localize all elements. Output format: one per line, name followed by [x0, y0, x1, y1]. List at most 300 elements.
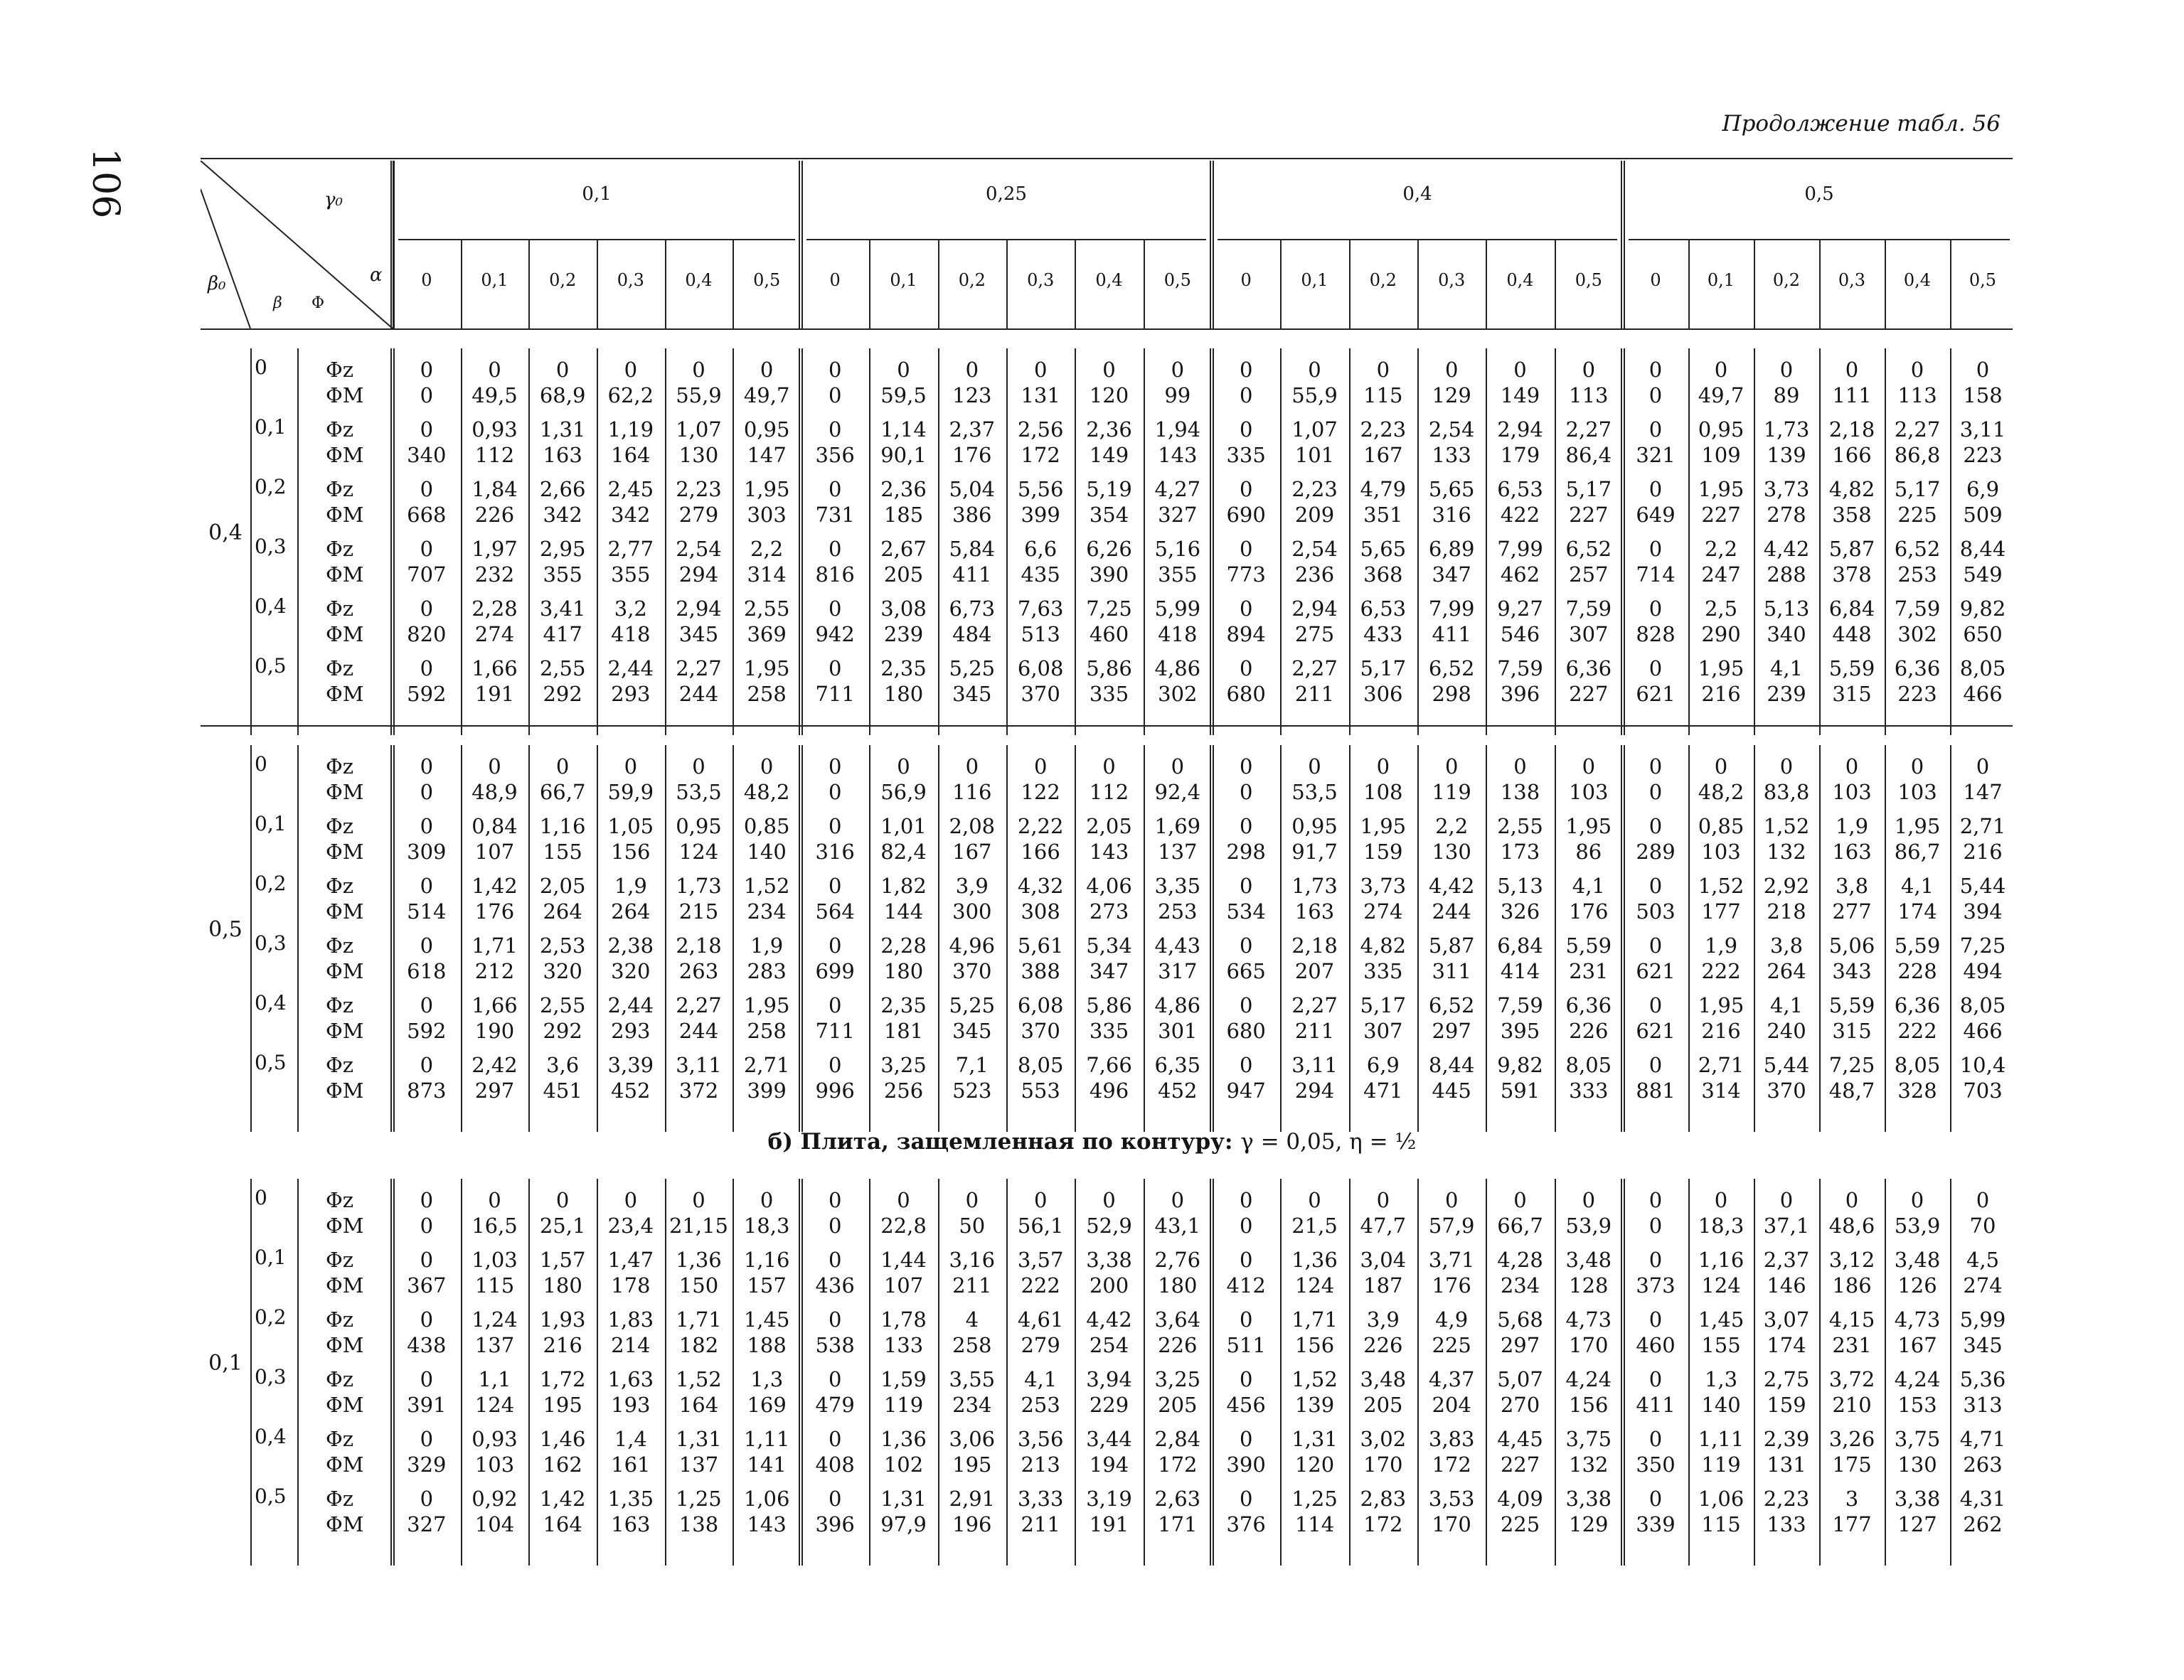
phi-z-cell: 0,95: [1698, 417, 1744, 442]
phi-m-cell: 340: [407, 443, 447, 467]
phi-m-cell: 226: [474, 503, 515, 527]
beta0-value: 0,1: [208, 1351, 243, 1376]
phi-z-cell: 2,27: [1894, 417, 1941, 442]
phi-z-cell: 6,84: [1828, 596, 1875, 621]
phi-m-cell: 48,9: [472, 780, 518, 804]
phi-m-cell: 191: [474, 682, 515, 706]
phi-z-cell: 0: [1648, 596, 1663, 621]
phi-m-cell: 258: [952, 1333, 992, 1357]
phi-m-cell: 143: [1158, 443, 1198, 467]
alpha-value: 0,4: [1095, 270, 1123, 290]
phi-z-cell: 4,06: [1086, 874, 1132, 898]
phi-m-cell: 66,7: [539, 780, 586, 804]
phi-m-cell: 942: [815, 622, 855, 646]
phi-z-cell: 0: [1648, 1367, 1663, 1391]
beta-value: 0,1: [255, 415, 287, 439]
phi-m-cell: 86,8: [1894, 443, 1941, 467]
phi-m-cell: 288: [1767, 562, 1806, 587]
phi-m-cell: 279: [678, 503, 719, 527]
phi-z-cell: 3,8: [1835, 874, 1869, 898]
phi-z-cell: 6,35: [1154, 1053, 1201, 1077]
phi-z-cell: 0: [420, 1427, 434, 1451]
phi-z-cell: 3,9: [955, 874, 989, 898]
phi-z-cell: 5,87: [1828, 537, 1875, 561]
phi-m-cell: 55,9: [676, 383, 722, 407]
phi-z-cell: 5,04: [949, 477, 996, 501]
phi-z-cell: 0: [624, 754, 638, 779]
phi-z-cell: 1,35: [607, 1487, 654, 1511]
phi-z-cell: 7,59: [1497, 656, 1543, 680]
phi-m-cell: 133: [1767, 1512, 1806, 1536]
phi-z-cell: 2,56: [1017, 417, 1064, 442]
phi-z-cell: 0: [1239, 1307, 1253, 1332]
phi-m-cell: 316: [1432, 503, 1471, 527]
phi-m-cell: 283: [747, 959, 787, 983]
phi-z-cell: 2,18: [676, 933, 722, 958]
phi-m-cell: 411: [1636, 1393, 1676, 1417]
phi-z-cell: 2,39: [1763, 1427, 1810, 1451]
phi-z-cell: 0: [420, 656, 434, 680]
phi-m-cell: 193: [611, 1393, 651, 1417]
phi-z-cell: 5,44: [1763, 1053, 1810, 1077]
alpha-divider: [528, 240, 530, 328]
phi-z-cell: 0: [965, 358, 979, 382]
phi-z-cell: 0: [420, 1487, 434, 1511]
phi-m-cell: 55,9: [1291, 383, 1338, 407]
phi-m-cell: 329: [407, 1452, 447, 1477]
phi-z-cell: 3,73: [1763, 477, 1810, 501]
phi-z-cell: 1,4: [614, 1427, 647, 1451]
phi-m-cell: 163: [543, 443, 582, 467]
phi-m-cell: 107: [474, 840, 515, 864]
phi-m-cell: 216: [543, 1333, 582, 1357]
phi-m-label: ΦM: [326, 959, 364, 983]
phi-z-cell: 2,71: [1698, 1053, 1744, 1077]
phi-m-cell: 229: [1089, 1393, 1129, 1417]
phi-z-cell: 1,03: [472, 1248, 518, 1272]
alpha-value: 0,5: [753, 270, 781, 290]
alpha-divider: [461, 240, 462, 328]
phi-m-cell: 309: [407, 840, 447, 864]
phi-m-cell: 0: [420, 383, 434, 407]
phi-z-label: Φz: [326, 537, 354, 561]
phi-z-cell: 0: [1648, 874, 1663, 898]
phi-m-cell: 680: [1226, 1019, 1266, 1043]
phi-z-cell: 1,82: [880, 874, 927, 898]
phi-z-cell: 0: [897, 358, 910, 382]
phi-m-cell: 293: [611, 682, 651, 706]
phi-m-cell: 0: [1648, 383, 1663, 407]
phi-z-cell: 5,65: [1360, 537, 1407, 561]
phi-z-cell: 0: [1582, 1188, 1596, 1212]
alpha-divider: [1688, 240, 1690, 328]
phi-z-cell: 3,75: [1894, 1427, 1941, 1451]
phi-z-cell: 4,5: [1966, 1248, 2000, 1272]
phi-z-cell: 0: [965, 1188, 979, 1212]
phi-m-cell: 452: [1158, 1079, 1198, 1103]
phi-m-cell: 435: [1021, 562, 1060, 587]
phi-z-cell: 0: [1239, 477, 1253, 501]
phi-m-cell: 274: [1363, 899, 1403, 924]
phi-m-cell: 205: [1363, 1393, 1403, 1417]
phi-m-cell: 369: [747, 622, 787, 646]
phi-z-cell: 0: [1239, 1427, 1253, 1451]
phi-m-cell: 253: [1021, 1393, 1060, 1417]
phi-m-cell: 264: [1767, 959, 1806, 983]
phi-m-cell: 302: [1897, 622, 1937, 646]
phi-z-cell: 0: [1239, 656, 1253, 680]
phi-m-cell: 509: [1963, 503, 2003, 527]
phi-z-cell: 0: [828, 993, 842, 1017]
phi-m-cell: 417: [543, 622, 582, 646]
phi-z-cell: 5,61: [1017, 933, 1064, 958]
phi-m-cell: 181: [883, 1019, 924, 1043]
alpha-value: 0,2: [549, 270, 577, 290]
phi-z-cell: 0: [420, 358, 434, 382]
phi-m-cell: 49,5: [472, 383, 518, 407]
phi-z-cell: 2,08: [949, 814, 996, 838]
phi-m-cell: 187: [1363, 1273, 1403, 1298]
beta-value: 0: [255, 1186, 267, 1209]
phi-z-cell: 5,17: [1360, 993, 1407, 1017]
phi-m-cell: 86,7: [1894, 840, 1941, 864]
phi-m-cell: 111: [1832, 383, 1872, 407]
phi-z-cell: 3,25: [880, 1053, 927, 1077]
phi-m-cell: 102: [883, 1452, 924, 1477]
phi-m-cell: 289: [1636, 840, 1676, 864]
phi-z-cell: 3,48: [1894, 1248, 1941, 1272]
phi-z-cell: 7,25: [1959, 933, 2006, 958]
phi-m-cell: 120: [1294, 1452, 1335, 1477]
phi-m-cell: 86: [1575, 840, 1602, 864]
phi-m-cell: 345: [952, 682, 992, 706]
beta-value: 0,5: [255, 1484, 287, 1508]
phi-z-cell: 0: [760, 754, 774, 779]
beta-value: 0,1: [255, 812, 287, 835]
phi-m-cell: 180: [543, 1273, 582, 1298]
alpha-value: 0,1: [481, 270, 508, 290]
phi-z-cell: 1,94: [1154, 417, 1201, 442]
alpha-divider: [1486, 240, 1487, 328]
phi-z-cell: 0: [1239, 1367, 1253, 1391]
phi-z-cell: 0: [828, 814, 842, 838]
phi-m-cell: 665: [1226, 959, 1266, 983]
alpha-divider: [869, 240, 870, 328]
phi-z-cell: 0: [1910, 1188, 1924, 1212]
phi-m-cell: 133: [1432, 443, 1471, 467]
phi-z-cell: 2,83: [1360, 1487, 1407, 1511]
phi-m-cell: 314: [1701, 1079, 1741, 1103]
phi-m-cell: 773: [1226, 562, 1266, 587]
phi-z-cell: 3,07: [1763, 1307, 1810, 1332]
phi-z-cell: 0: [1976, 1188, 1990, 1212]
phi-z-cell: 0,84: [472, 814, 518, 838]
phi-m-cell: 326: [1500, 899, 1540, 924]
phi-m-cell: 101: [1294, 443, 1335, 467]
phi-z-cell: 3,38: [1894, 1487, 1941, 1511]
alpha-value: 0,5: [1163, 270, 1191, 290]
phi-z-cell: 1,07: [1291, 417, 1338, 442]
phi-z-cell: 1,95: [743, 993, 790, 1017]
phi-z-cell: 0: [760, 358, 774, 382]
phi-m-cell: 144: [883, 899, 924, 924]
phi-z-cell: 0: [965, 754, 979, 779]
phi-m-cell: 466: [1963, 682, 2003, 706]
phi-m-cell: 227: [1500, 1452, 1540, 1477]
phi-m-cell: 210: [1832, 1393, 1872, 1417]
phi-z-label: Φz: [326, 1248, 354, 1272]
phi-z-cell: 0: [828, 933, 842, 958]
phi-m-cell: 200: [1089, 1273, 1129, 1298]
phi-z-cell: 7,1: [955, 1053, 989, 1077]
alpha-value: 0: [421, 270, 432, 290]
phi-m-cell: 108: [1363, 780, 1403, 804]
beta-label: β: [273, 294, 282, 312]
phi-z-cell: 0,95: [743, 417, 790, 442]
phi-m-cell: 327: [1158, 503, 1198, 527]
phi-m-cell: 83,8: [1763, 780, 1810, 804]
phi-m-cell: 244: [678, 682, 719, 706]
phi-z-cell: 0: [555, 358, 570, 382]
phi-m-cell: 227: [1701, 503, 1741, 527]
phi-z-cell: 4,1: [1024, 1367, 1058, 1391]
phi-m-cell: 146: [1767, 1273, 1806, 1298]
phi-m-cell: 126: [1897, 1273, 1937, 1298]
phi-m-cell: 188: [747, 1333, 787, 1357]
phi-z-cell: 0: [1648, 933, 1663, 958]
phi-z-cell: 1,44: [880, 1248, 927, 1272]
phi-z-cell: 6,89: [1428, 537, 1475, 561]
phi-m-cell: 328: [1897, 1079, 1937, 1103]
phi-z-cell: 1,9: [614, 874, 647, 898]
phi-m-cell: 226: [1363, 1333, 1403, 1357]
phi-z-cell: 0: [1845, 358, 1859, 382]
phi-m-cell: 225: [1897, 503, 1937, 527]
phi-z-cell: 5,17: [1360, 656, 1407, 680]
phi-z-cell: 0,85: [743, 814, 790, 838]
phi-z-cell: 2,2: [750, 537, 784, 561]
phi-z-cell: 0: [420, 417, 434, 442]
phi-m-cell: 462: [1500, 562, 1540, 587]
phi-z-cell: 4,42: [1763, 537, 1810, 561]
phi-z-cell: 6,6: [1024, 537, 1058, 561]
phi-z-cell: 0: [828, 1307, 842, 1332]
phi-z-cell: 0: [420, 754, 434, 779]
phi-m-cell: 232: [474, 562, 515, 587]
phi-m-cell: 496: [1089, 1079, 1129, 1103]
phi-m-cell: 147: [747, 443, 787, 467]
phi-z-cell: 0: [828, 596, 842, 621]
phi-z-cell: 1,36: [676, 1248, 722, 1272]
phi-m-cell: 216: [1701, 682, 1741, 706]
phi-z-cell: 0: [1239, 1053, 1253, 1077]
phi-z-cell: 2,54: [1428, 417, 1475, 442]
phi-z-cell: 5,84: [949, 537, 996, 561]
beta-value: 0,2: [255, 872, 287, 895]
phi-m-cell: 68,9: [539, 383, 586, 407]
alpha-divider: [1280, 240, 1282, 328]
phi-z-cell: 1,1: [478, 1367, 511, 1391]
phi-z-cell: 3,11: [1959, 417, 2006, 442]
phi-m-cell: 314: [747, 562, 787, 587]
phi-m-cell: 479: [815, 1393, 855, 1417]
phi-z-cell: 0: [488, 1188, 501, 1212]
phi-z-cell: 7,59: [1497, 993, 1543, 1017]
phi-z-cell: 0: [1779, 754, 1794, 779]
phi-z-cell: 5,44: [1959, 874, 2006, 898]
phi-m-cell: 211: [952, 1273, 992, 1298]
phi-m-cell: 239: [1767, 682, 1806, 706]
phi-m-label: ΦM: [326, 622, 364, 646]
phi-m-cell: 103: [1832, 780, 1872, 804]
phi-z-label: Φz: [326, 656, 354, 680]
phi-m-cell: 714: [1636, 562, 1676, 587]
phi-z-cell: 1,36: [1291, 1248, 1338, 1272]
phi-z-cell: 5,17: [1565, 477, 1612, 501]
phi-z-cell: 0: [1102, 1188, 1116, 1212]
phi-m-cell: 894: [1226, 622, 1266, 646]
phi-m-cell: 292: [543, 682, 582, 706]
phi-z-cell: 0: [897, 1188, 910, 1212]
phi-m-cell: 370: [952, 959, 992, 983]
phi-m-cell: 320: [543, 959, 582, 983]
phi-m-cell: 315: [1832, 682, 1872, 706]
phi-z-cell: 0,95: [676, 814, 722, 838]
phi-m-cell: 873: [407, 1079, 447, 1103]
phi-z-cell: 0: [1102, 754, 1116, 779]
phi-m-cell: 298: [1226, 840, 1266, 864]
phi-z-cell: 1,52: [1763, 814, 1810, 838]
phi-z-cell: 6,08: [1017, 993, 1064, 1017]
phi-m-cell: 307: [1569, 622, 1609, 646]
phi-m-cell: 23,4: [607, 1214, 654, 1238]
phi-m-cell: 388: [1021, 959, 1060, 983]
phi-m-cell: 278: [1767, 503, 1806, 527]
phi-m-cell: 253: [1158, 899, 1198, 924]
phi-z-cell: 1,59: [880, 1367, 927, 1391]
phi-m-cell: 130: [678, 443, 719, 467]
phi-m-cell: 445: [1432, 1079, 1471, 1103]
phi-label: Φ: [311, 294, 325, 312]
phi-z-cell: 9,82: [1959, 596, 2006, 621]
phi-z-cell: 8,44: [1959, 537, 2006, 561]
phi-z-cell: 0: [1582, 754, 1596, 779]
beta-value: 0,5: [255, 654, 287, 678]
phi-m-cell: 120: [1089, 383, 1129, 407]
phi-z-cell: 4,45: [1497, 1427, 1543, 1451]
phi-z-cell: 2,2: [1704, 537, 1738, 561]
phi-m-cell: 155: [1701, 1333, 1741, 1357]
phi-m-cell: 621: [1636, 1019, 1676, 1043]
phi-m-cell: 212: [474, 959, 515, 983]
phi-m-cell: 225: [1432, 1333, 1471, 1357]
phi-m-cell: 422: [1500, 503, 1540, 527]
phi-m-cell: 391: [407, 1393, 447, 1417]
beta0-value: 0,4: [208, 520, 243, 545]
alpha-value: 0,3: [617, 270, 644, 290]
phi-z-cell: 0,95: [1291, 814, 1338, 838]
phi-m-cell: 225: [1500, 1512, 1540, 1536]
phi-z-cell: 0: [1033, 358, 1048, 382]
phi-z-cell: 5,13: [1763, 596, 1810, 621]
phi-z-cell: 5,36: [1959, 1367, 2006, 1391]
alpha-label: α: [370, 264, 383, 286]
phi-m-cell: 49,7: [1698, 383, 1744, 407]
phi-z-cell: 4,73: [1565, 1307, 1612, 1332]
phi-z-cell: 0: [1171, 358, 1185, 382]
phi-m-cell: 345: [1963, 1333, 2003, 1357]
section-caption: [0, 1129, 2184, 1155]
phi-m-cell: 213: [1021, 1452, 1060, 1477]
phi-m-cell: 0: [828, 780, 842, 804]
phi-z-cell: 6,73: [949, 596, 996, 621]
phi-m-cell: 247: [1701, 562, 1741, 587]
phi-m-cell: 0: [1239, 383, 1253, 407]
phi-z-cell: 2,23: [1360, 417, 1407, 442]
phi-z-cell: 1,69: [1154, 814, 1201, 838]
phi-z-cell: 1,01: [880, 814, 927, 838]
phi-z-cell: 2,22: [1017, 814, 1064, 838]
phi-z-cell: 4,28: [1497, 1248, 1543, 1272]
phi-m-cell: 174: [1767, 1333, 1806, 1357]
alpha-divider: [733, 240, 734, 328]
phi-z-cell: 0: [555, 1188, 570, 1212]
phi-z-cell: 0: [624, 358, 638, 382]
phi-m-cell: 707: [407, 562, 447, 587]
phi-z-cell: 1,11: [743, 1427, 790, 1451]
phi-z-cell: 4,61: [1017, 1307, 1064, 1332]
phi-m-cell: 53,9: [1565, 1214, 1612, 1238]
phi-z-cell: 4,42: [1428, 874, 1475, 898]
phi-z-cell: 4,71: [1959, 1427, 2006, 1451]
phi-m-cell: 316: [815, 840, 855, 864]
phi-m-cell: 303: [747, 503, 787, 527]
phi-m-cell: 270: [1500, 1393, 1540, 1417]
phi-z-cell: 6,9: [1366, 1053, 1400, 1077]
phi-z-cell: 1,31: [1291, 1427, 1338, 1451]
phi-z-cell: 3,16: [949, 1248, 996, 1272]
phi-z-cell: 3,39: [607, 1053, 654, 1077]
phi-m-cell: 0: [828, 383, 842, 407]
phi-m-cell: 18,3: [743, 1214, 790, 1238]
phi-z-cell: 1,95: [1894, 814, 1941, 838]
phi-m-cell: 70: [1969, 1214, 1996, 1238]
phi-z-cell: 6,26: [1086, 537, 1132, 561]
phi-m-cell: 264: [543, 899, 582, 924]
beta-value: 0,4: [255, 594, 287, 618]
phi-m-cell: 122: [1021, 780, 1060, 804]
phi-m-cell: 300: [952, 899, 992, 924]
gamma0-value: 0,5: [1804, 183, 1834, 205]
phi-m-cell: 731: [815, 503, 855, 527]
phi-m-cell: 321: [1636, 443, 1676, 467]
phi-m-cell: 228: [1897, 959, 1937, 983]
phi-z-cell: 7,59: [1894, 596, 1941, 621]
phi-m-cell: 48,7: [1828, 1079, 1875, 1103]
phi-m-cell: 368: [1363, 562, 1403, 587]
header-diagonal: [201, 161, 393, 328]
phi-z-cell: 1,78: [880, 1307, 927, 1332]
phi-m-cell: 0: [420, 780, 434, 804]
phi-m-cell: 90,1: [880, 443, 927, 467]
phi-z-cell: 0: [1779, 358, 1794, 382]
phi-z-cell: 0: [624, 1188, 638, 1212]
phi-m-cell: 113: [1569, 383, 1609, 407]
phi-m-cell: 372: [678, 1079, 719, 1103]
phi-m-cell: 139: [1767, 443, 1806, 467]
phi-m-cell: 553: [1021, 1079, 1060, 1103]
phi-z-label: Φz: [326, 417, 354, 442]
